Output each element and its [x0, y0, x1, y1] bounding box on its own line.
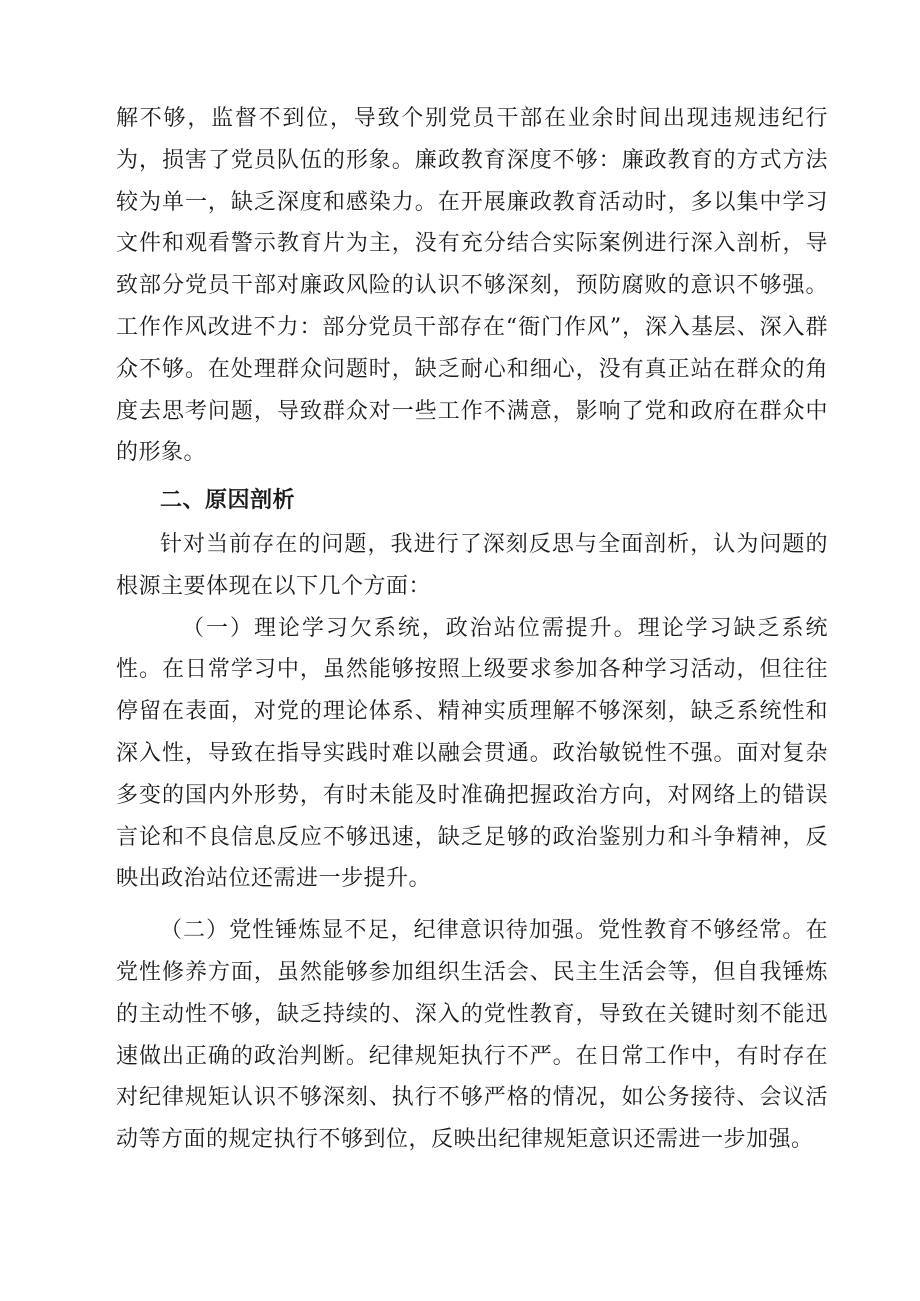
paragraph-continued: 解不够，监督不到位，导致个别党员干部在业余时间出现违规违纪行为，损害了党员队伍的形象。廉政教育深度不够：廉政教育的方式方法较为单一，缺乏深度和感染力。在开展廉政教育活动时，多以集中学习文件和观看警示教育片为主，没有充分结合实际案例进行深入剖析，导致部分党员干部对廉政风险的认识不够深刻，预防腐败的意识不够强。工作作风改进不力：部分党员干部存在“衙门作风”，深入基层、深入群众不够。在处理群众问题时，缺乏耐心和细心，没有真正站在群众的角度去思考问题，导致群众对一些工作不满意，影响了党和政府在群众中的形象。: [116, 106, 828, 466]
paragraph-item-1: （一）理论学习欠系统，政治站位需提升。理论学习缺乏系统性。在日常学习中，虽然能够按照上级要求参加各种学习活动，但往往停留在表面，对党的理论体系、精神实质理解不够深刻，缺乏系统性和深入性，导致在指导实践时难以融会贯通。政治敏锐性不强。面对复杂多变的国内外形势，有时未能及时准确把握政治方向，对网络上的错误言论和不良信息反应不够迅速，缺乏足够的政治鉴别力和斗争精神，反映出政治站位还需进一步提升。: [116, 615, 828, 892]
document-body: [116, 98, 828, 1161]
section-heading: 二、原因剖析: [160, 488, 296, 514]
paragraph-intro: 针对当前存在的问题，我进行了深刻反思与全面剖析，认为问题的根源主要体现在以下几个方面：: [116, 531, 828, 599]
paragraph-item-2: （二）党性锤炼显不足，纪律意识待加强。党性教育不够经常。在党性修养方面，虽然能够参加组织生活会、民主生活会等，但自我锤炼的主动性不够，缺乏持续的、深入的党性教育，导致在关键时刻不能迅速做出正确的政治判断。纪律规矩执行不严。在日常工作中，有时存在对纪律规矩认识不够深刻、执行不够严格的情况，如公务接待、会议活动等方面的规定执行不够到位，反映出纪律规矩意识还需进一步加强。: [116, 918, 828, 1153]
